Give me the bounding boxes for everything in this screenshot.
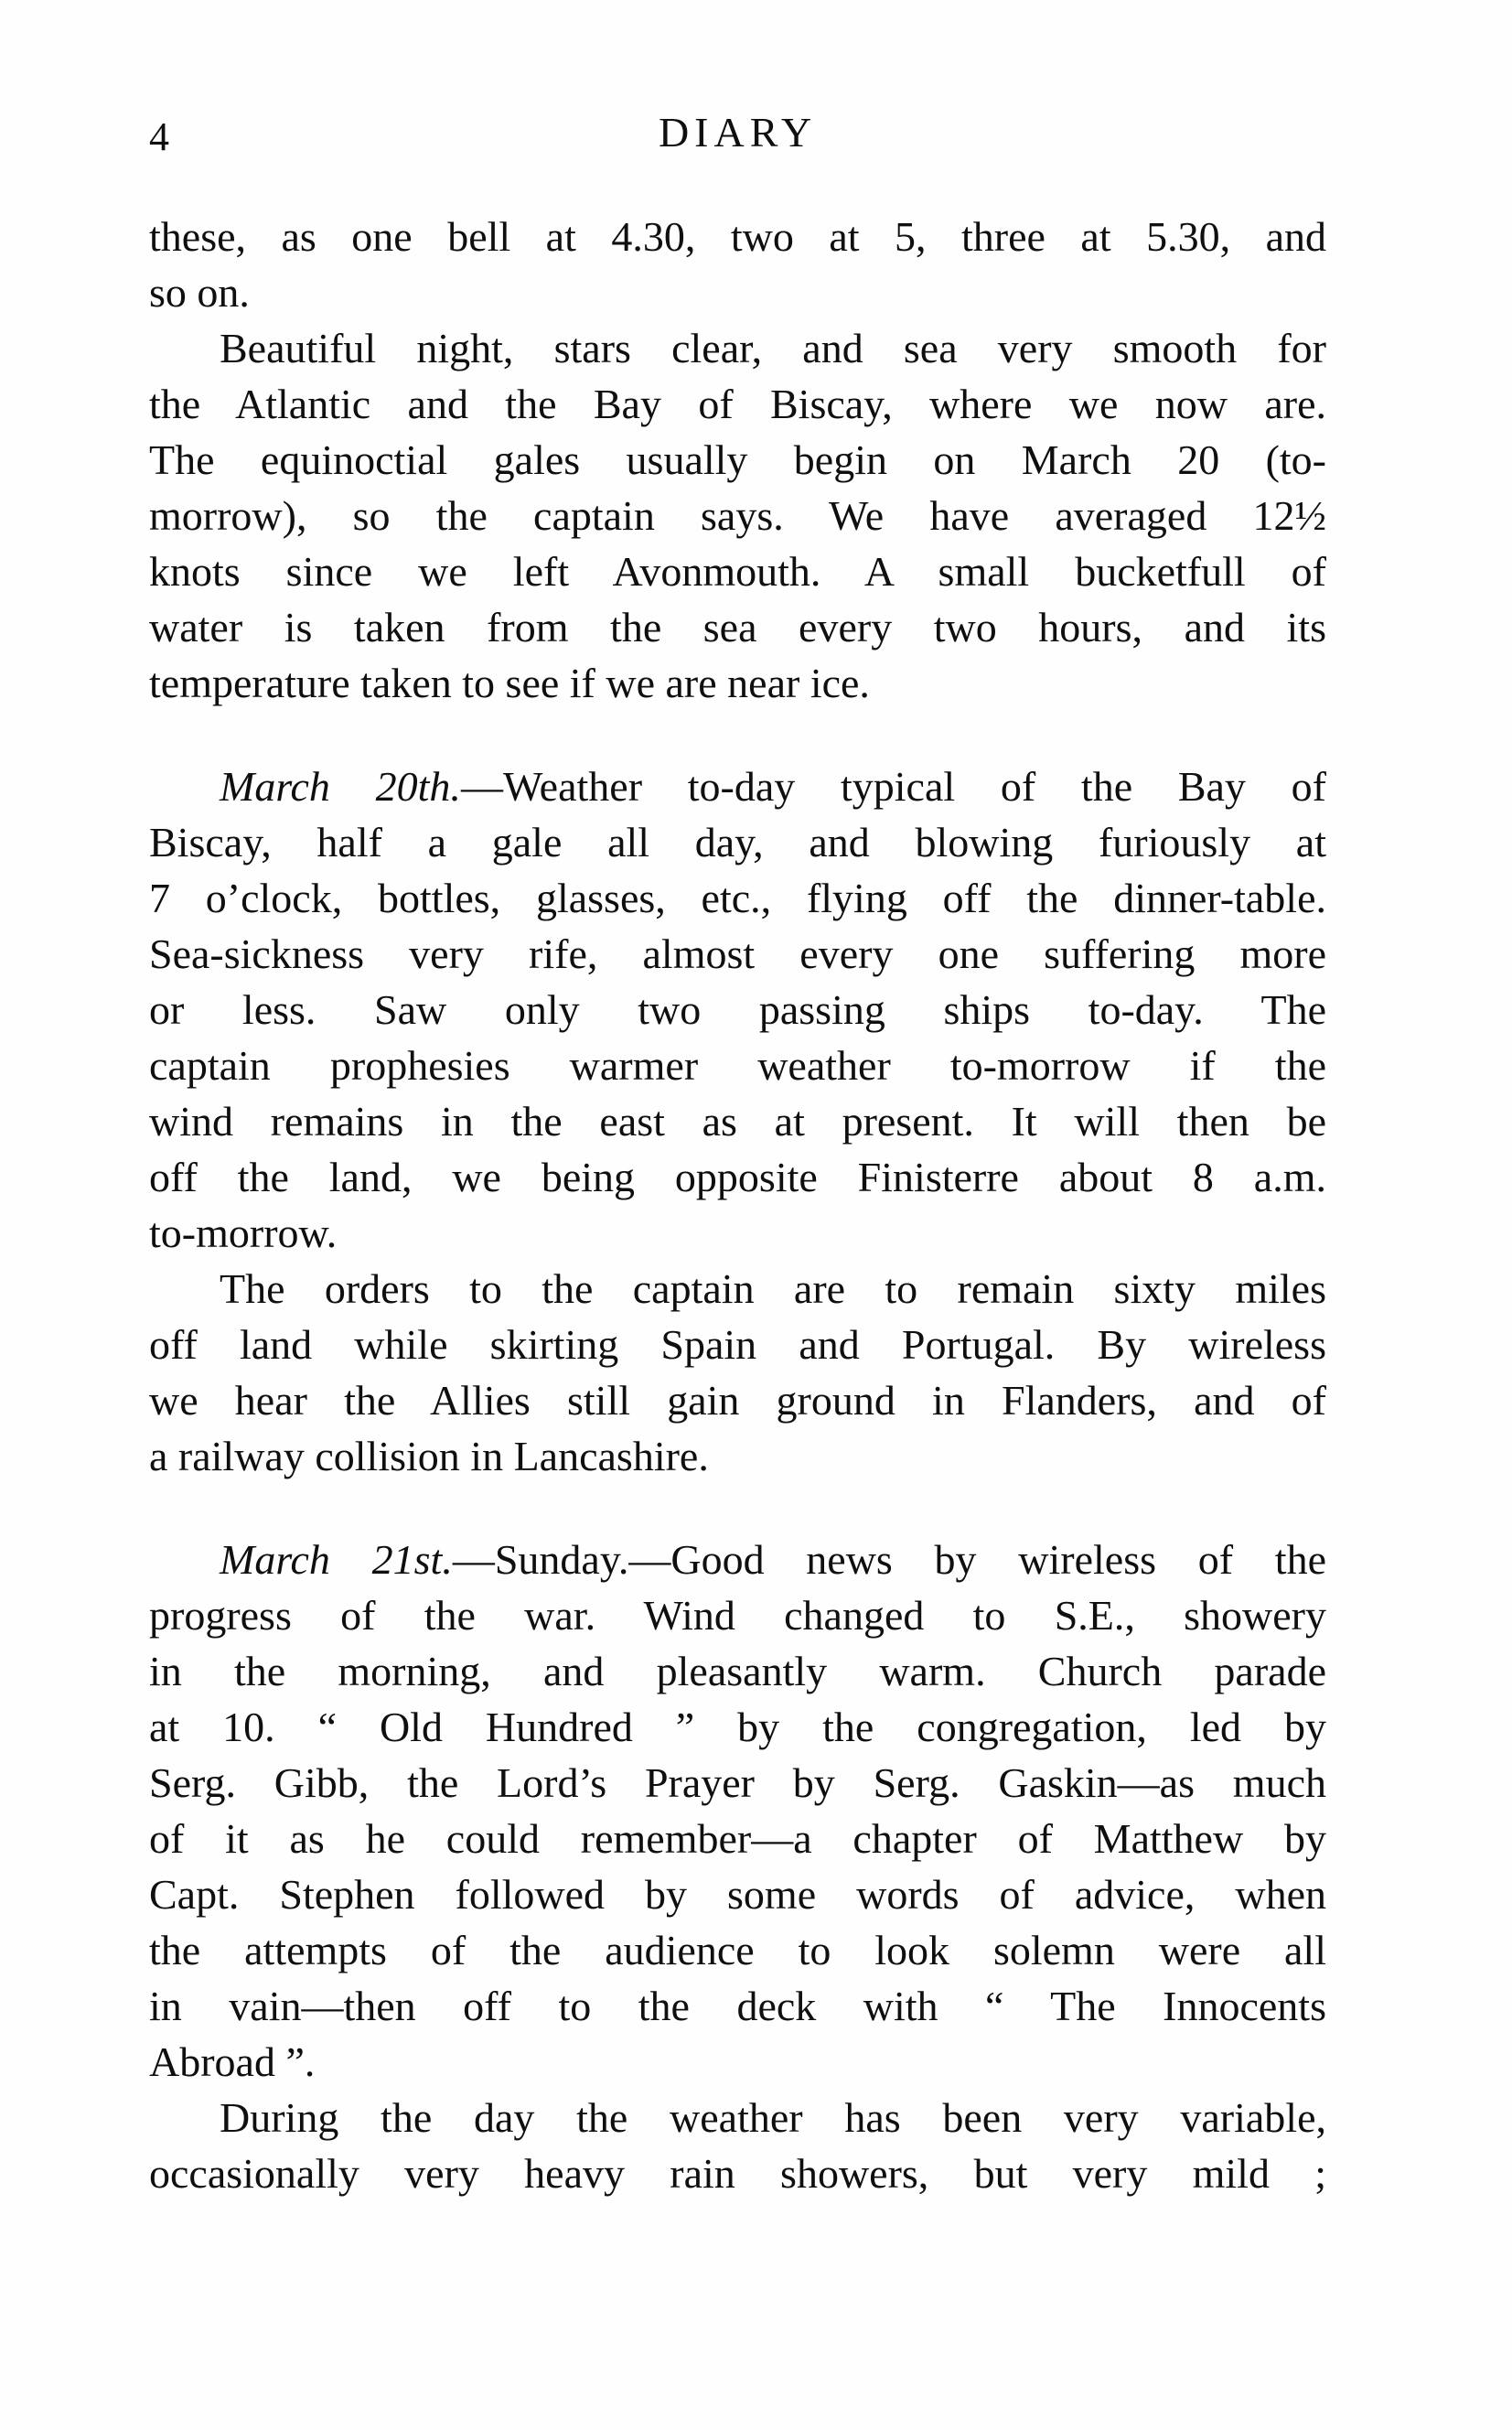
line-text: progress of the war. Wind changed to S.E., showery	[149, 1592, 1326, 1639]
line-text: we hear the Allies still gain ground in Flanders, and of	[149, 1377, 1326, 1424]
line-text: —Sunday.—Good news by wireless of the	[452, 1536, 1326, 1583]
line-text: in the morning, and pleasantly warm. Church parade	[149, 1648, 1326, 1694]
entry-date-italic: March 21st.	[220, 1536, 453, 1583]
text-line	[149, 1428, 1326, 1484]
line-text: 7 o’clock, bottles, glasses, etc., flying off the dinner-table.	[149, 875, 1326, 921]
line-text: Capt. Stephen followed by some words of advice, when	[149, 1871, 1326, 1918]
text-line	[149, 209, 1326, 264]
text-line	[149, 2145, 1326, 2201]
text-line	[149, 1317, 1326, 1372]
diary-text-block	[149, 209, 1326, 2201]
line-text: knots since we left Avonmouth. A small bucketfull of	[149, 548, 1326, 595]
text-line	[149, 1587, 1326, 1643]
line-text: The equinoctial gales usually begin on March 20 (to-	[149, 436, 1326, 483]
text-line	[149, 1149, 1326, 1205]
line-text: wind remains in the east as at present. It will then be	[149, 1098, 1326, 1145]
text-line	[149, 1093, 1326, 1149]
line-text: of it as he could remember—a chapter of Matthew by	[149, 1815, 1326, 1862]
line-text: captain prophesies warmer weather to-morrow if the	[149, 1042, 1326, 1089]
text-line	[149, 2090, 1326, 2145]
line-text: morrow), so the captain says. We have averaged 12½	[149, 492, 1326, 539]
line-text: a railway collision in Lancashire.	[149, 1433, 709, 1479]
text-line	[149, 376, 1326, 432]
text-line	[149, 814, 1326, 870]
text-line	[149, 1205, 1326, 1261]
line-text: in vain—then off to the deck with “ The Innocents	[149, 1983, 1326, 2029]
entry-date-italic: March 20th.	[220, 763, 461, 810]
line-text: Serg. Gibb, the Lord’s Prayer by Serg. Gaskin—as much	[149, 1759, 1326, 1806]
line-text: at 10. “ Old Hundred ” by the congregation, led by	[149, 1704, 1326, 1750]
line-text: or less. Saw only two passing ships to-day. The	[149, 986, 1326, 1033]
line-text: so on.	[149, 269, 250, 316]
line-text: During the day the weather has been very variable,	[220, 2094, 1326, 2141]
line-text: off the land, we being opposite Finisterre about 8 a.m.	[149, 1154, 1326, 1200]
line-text: The orders to the captain are to remain sixty miles	[220, 1265, 1326, 1312]
running-header	[149, 108, 1326, 163]
line-text: Beautiful night, stars clear, and sea very smooth for	[220, 325, 1326, 371]
text-line	[149, 1699, 1326, 1755]
text-line	[149, 264, 1326, 320]
text-line	[149, 1643, 1326, 1699]
page-title: DIARY	[658, 109, 818, 156]
text-line	[149, 432, 1326, 488]
text-line	[149, 1811, 1326, 1866]
line-text: occasionally very heavy rain showers, but very mild ;	[149, 2150, 1326, 2197]
line-text: Abroad ”.	[149, 2038, 316, 2085]
text-line	[149, 758, 1326, 814]
text-line	[149, 1038, 1326, 1093]
line-text: off land while skirting Spain and Portugal. By wireless	[149, 1321, 1326, 1368]
line-text: water is taken from the sea every two hours, and its	[149, 604, 1326, 651]
text-line	[149, 982, 1326, 1038]
text-line	[149, 655, 1326, 711]
line-text: temperature taken to see if we are near ice.	[149, 660, 870, 706]
text-line	[149, 1372, 1326, 1428]
text-line	[149, 1978, 1326, 2034]
line-text: the attempts of the audience to look solemn were all	[149, 1927, 1326, 1973]
text-line	[149, 1261, 1326, 1317]
line-text: these, as one bell at 4.30, two at 5, three at 5.30, and	[149, 213, 1326, 260]
text-line	[149, 488, 1326, 543]
line-text: —Weather to-day typical of the Bay of	[460, 763, 1326, 810]
text-line	[149, 320, 1326, 376]
text-line	[149, 2034, 1326, 2090]
text-line	[149, 599, 1326, 655]
text-line	[149, 1922, 1326, 1978]
text-line	[149, 543, 1326, 599]
text-line	[149, 1532, 1326, 1587]
line-text: the Atlantic and the Bay of Biscay, where we now are.	[149, 381, 1326, 427]
text-line	[149, 1866, 1326, 1922]
page-number: 4	[149, 114, 169, 159]
line-text: to-morrow.	[149, 1210, 338, 1256]
text-line	[149, 926, 1326, 982]
text-line	[149, 1755, 1326, 1811]
line-text: Biscay, half a gale all day, and blowing furiously at	[149, 819, 1326, 866]
text-line	[149, 870, 1326, 926]
line-text: Sea-sickness very rife, almost every one suffering more	[149, 930, 1326, 977]
